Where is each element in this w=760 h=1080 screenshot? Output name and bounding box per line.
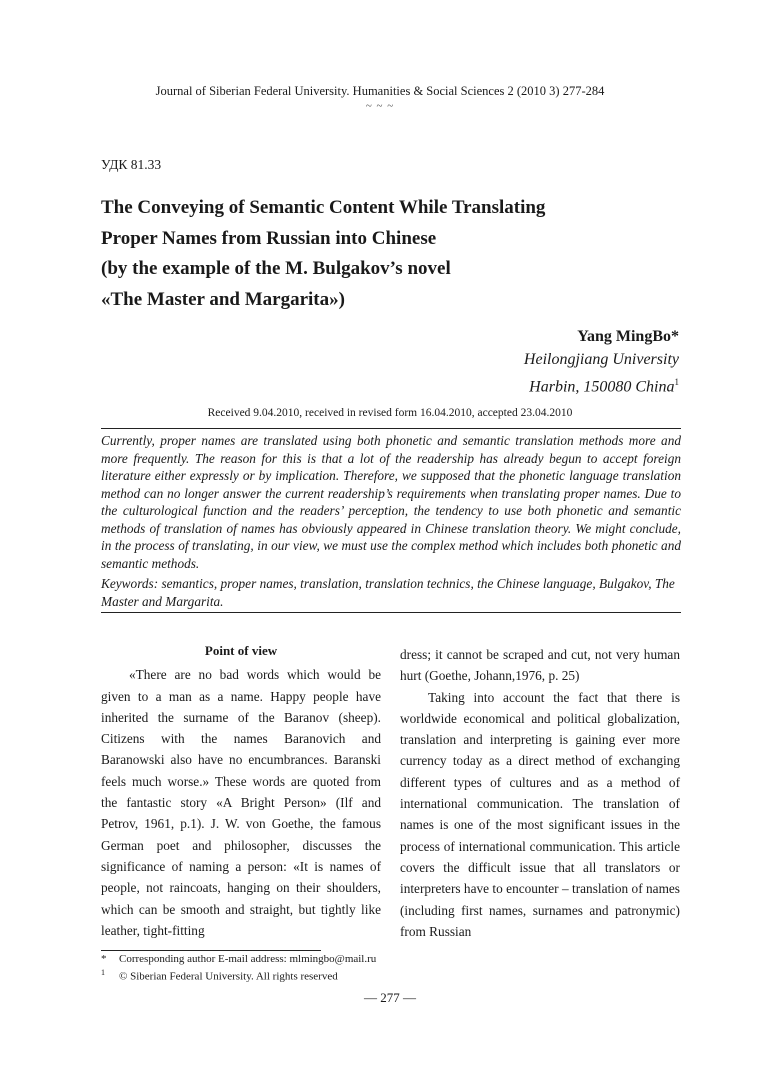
header-separator: ~ ~ ~: [365, 100, 395, 112]
abstract-bottom-rule: [101, 612, 681, 613]
abstract: Currently, proper names are translated using both phonetic and semantic translation methods more and more frequently. The reason for this is that a lot of the readership has already begun to accept foreign literature either expressly or by implication. Therefore, we supposed that the phonetic language translation method can no longer answer the current readership’s requirements when translating proper names. Due to the culturological function and the readers’ perception, the tendency to use both phonetic and semantic methods of translation of names has obviously appeared in Chinese translation theory. We might conclude, in the process of translating, in our view, we must use the complex method which includes both phonetic and semantic methods.: [101, 433, 681, 571]
journal-header: Journal of Siberian Federal University. Humanities & Social Sciences 2 (2010 3) 277-284: [155, 84, 605, 98]
author-city: [524, 371, 679, 398]
left-column: [101, 640, 381, 941]
author-university: Heilongjiang University: [523, 351, 679, 368]
received-dates: Received 9.04.2010, received in revised form 16.04.2010, accepted 23.04.2010: [207, 407, 573, 419]
udk-code: УДК 81.33: [101, 157, 162, 172]
keywords: Keywords: semantics, proper names, translation, translation technics, the Chinese language, Bulgakov, The Master and Margarita.: [101, 576, 675, 609]
title-line: (by the example of the M. Bulgakov’s novel: [101, 258, 451, 279]
page-number: — 277 —: [364, 990, 416, 1005]
footnote: [101, 968, 338, 983]
section-heading: Point of view: [204, 643, 278, 658]
footnote-rule: [101, 950, 321, 951]
footnote-mark: 1: [101, 968, 105, 977]
right-column: [400, 644, 680, 942]
left-paragraph: «There are no bad words which would be given to a man as a name. Happy people have inherited the surname of the Baranov (sheep). Citizens with the names Baranovich and Baranowski also have no encumbrances. Baranski feels much worse.» These words are quoted from the fantastic story «A Bright Person» (Ilf and Petrov, 1961, p.1). J. W. von Goethe, the famous German poet and philosopher, discusses the significance of naming a person: «It is names of people, not raincoats, hanging on their shoulders, which can be smooth and straight, but tightly like leather, tight-fitting: [101, 667, 381, 938]
right-paragraph: Taking into account the fact that there is worldwide economical and political globalization, translation and interpreting is gaining ever more currency today as a direct method of exchanging different types of cultures and as a method of international communication. The translation of names is one of the most significant issues in the process of international communication. This article covers the difficult issue that all translators or interpreters have to encounter – translation of names (including first names, surnames and patronymic) from Russian: [400, 689, 680, 939]
article-title: [101, 193, 661, 315]
author-name: Yang MingBo*: [577, 328, 679, 345]
footnote-text: © Siberian Federal University. All rights reserved: [119, 970, 338, 983]
title-line: The Conveying of Semantic Content While Translating: [101, 197, 546, 218]
author-city-text: Harbin, 150080 China: [529, 378, 675, 396]
title-line: «The Master and Margarita»): [101, 288, 345, 310]
footnote-text: Corresponding author E-mail address: mlmingbo@mail.ru: [119, 953, 377, 965]
footnote-mark: *: [101, 953, 107, 965]
right-continuation: dress; it cannot be scraped and cut, not very human hurt (Goethe, Johann,1976, p. 25): [400, 647, 680, 684]
author-block: [524, 325, 679, 398]
abstract-top-rule: [101, 428, 681, 429]
footnote: [101, 953, 376, 965]
author-footnote-mark: 1: [674, 377, 679, 387]
title-line: Proper Names from Russian into Chinese: [101, 227, 437, 249]
